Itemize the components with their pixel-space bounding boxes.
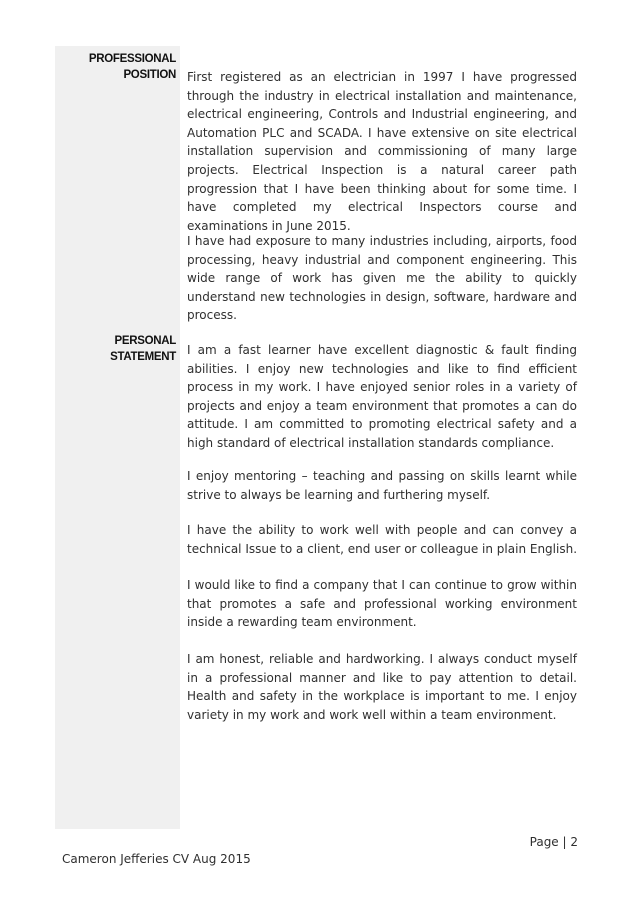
personal-statement-heading (55, 333, 176, 365)
professional-paragraph-1: First registered as an electrician in 1997 I have progressed through the industry in electrical installation and maintenance, electrical engineering, Controls and Industrial engineering, and Automation PLC and SCADA. I have extensive on site electrical installation supervision and commissioning of many large projects. Electrical Inspection is a natural career path progression that I have been thinking about for some time. I have completed my electrical Inspectors course and examinations in June 2015. (187, 70, 577, 233)
personal-paragraph-1: I am a fast learner have excellent diagnostic & fault finding abilities. I enjoy new technologies and like to find efficient process in my work. I have enjoyed senior roles in a variety of projects and enjoy a team environment that promotes a can do attitude. I am committed to promoting electrical safety and a high standard of electrical installation standards compliance. (187, 343, 577, 450)
footer-document-title: Cameron Jefferies CV Aug 2015 (62, 852, 251, 866)
professional-position-heading (55, 51, 176, 83)
personal-paragraph-4: I would like to find a company that I can continue to grow within that promotes a safe and professional working environment inside a rewarding team environment. (187, 578, 577, 630)
personal-paragraph-5: I am honest, reliable and hardworking. I always conduct myself in a professional manner and like to pay attention to detail. Health and safety in the workplace is important to me. I enjoy variety in my work and work well within a team environment. (187, 652, 577, 722)
personal-paragraph-2: I enjoy mentoring – teaching and passing on skills learnt while strive to always be learning and furthering myself. (187, 469, 577, 502)
page-number: Page | 2 (529, 835, 578, 849)
personal-heading-line2: STATEMENT (110, 351, 176, 363)
personal-heading-line1: PERSONAL (114, 335, 176, 347)
professional-paragraph-2: I have had exposure to many industries including, airports, food processing, heavy industrial and component engineering. This wide range of work has given me the ability to quickly understand new technologies in design, software, hardware and process. (187, 234, 577, 323)
sidebar-panel (55, 46, 180, 829)
personal-paragraph-3: I have the ability to work well with people and can convey a technical Issue to a client, end user or colleague in plain English. (187, 523, 578, 556)
professional-heading-line1: PROFESSIONAL (88, 53, 176, 65)
professional-heading-line2: POSITION (123, 69, 176, 81)
